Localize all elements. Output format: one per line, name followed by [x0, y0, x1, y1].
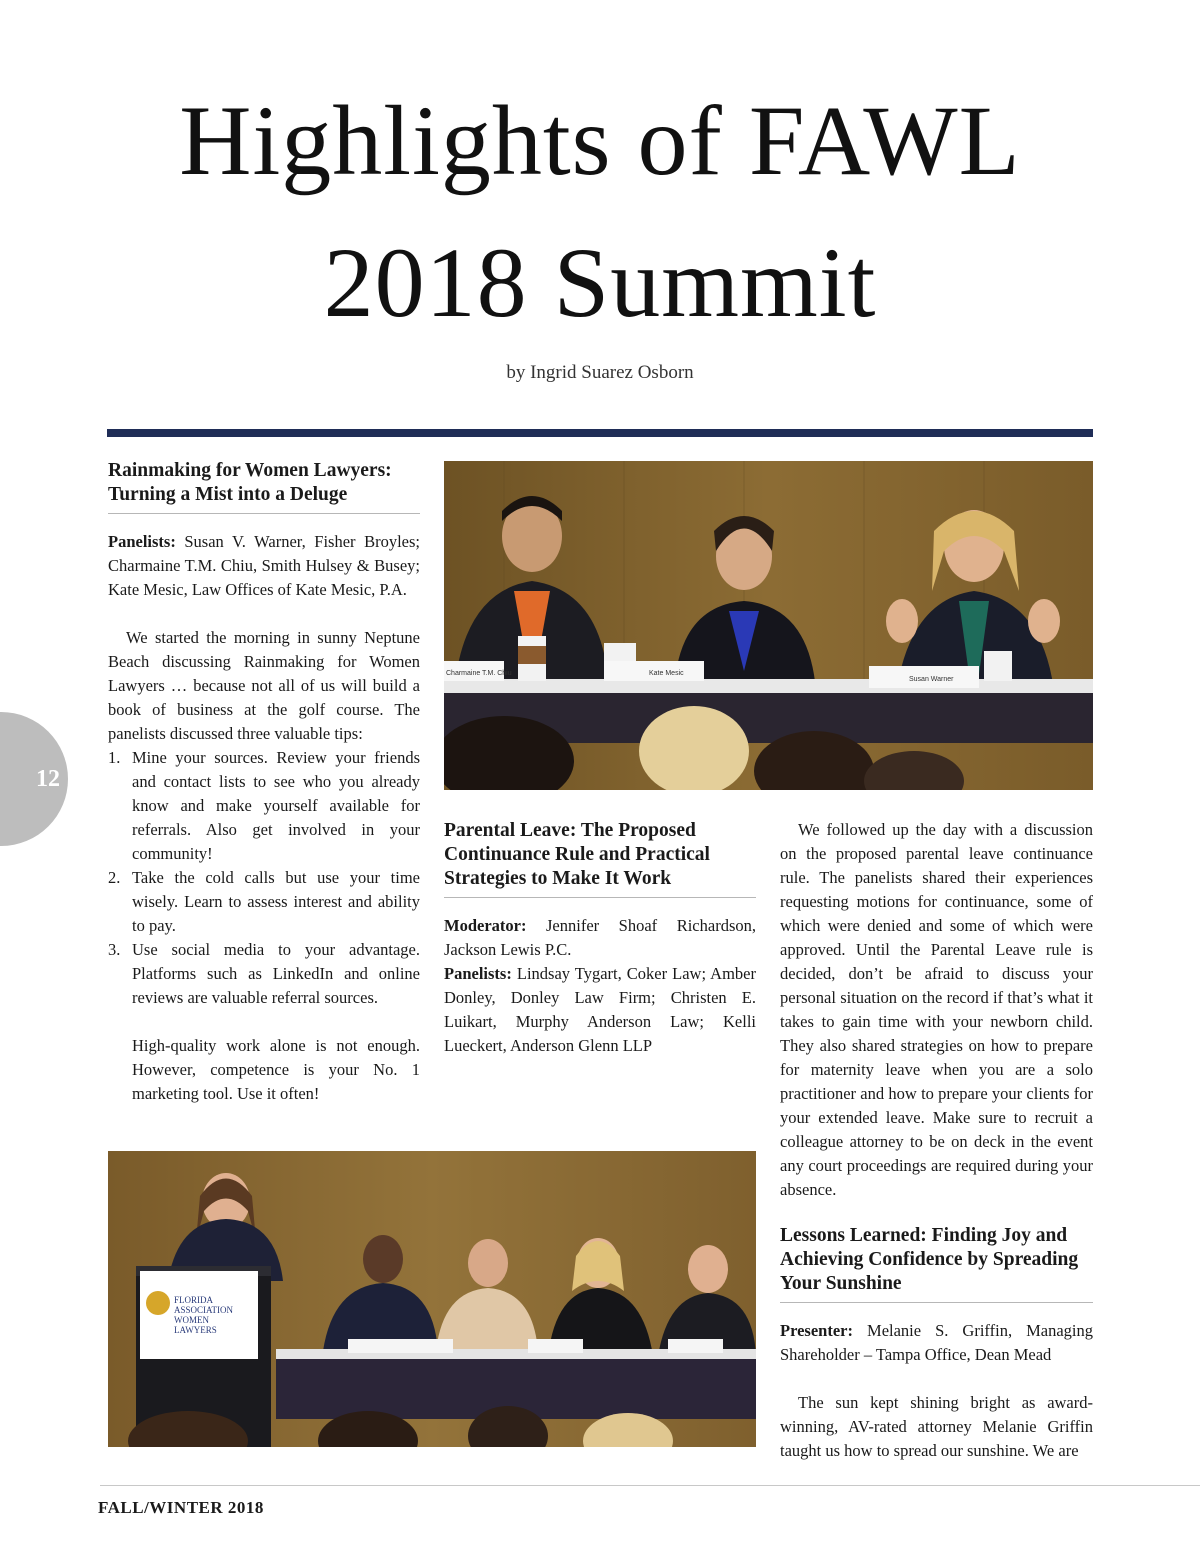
- panel-photo-illustration: [444, 461, 1093, 790]
- section-heading-lessons: Lessons Learned: Finding Joy and Achieving Confidence by Spreading Your Sunshine: [780, 1224, 1093, 1303]
- section-heading-parental-leave: Parental Leave: The Proposed Continuance Rule and Practical Strategies to Make It Work: [444, 819, 756, 898]
- panelists-paragraph-2: Panelists: Lindsay Tygart, Coker Law; Amber Donley, Donley Law Firm; Christen E. Luikart, Murphy Anderson Law; Kelli Lueckert, Anderson Glenn LLP: [444, 964, 756, 1055]
- section-heading-rainmaking: Rainmaking for Women Lawyers: Turning a Mist into a Deluge: [108, 459, 420, 514]
- footer-issue: FALL/WINTER 2018: [98, 1498, 264, 1517]
- podium-logo-text-2: ASSOCIATION: [174, 1305, 234, 1315]
- podium-logo-text-3: WOMEN: [174, 1315, 209, 1325]
- podium-logo-text-4: LAWYERS: [174, 1325, 217, 1335]
- tips-list: [108, 746, 420, 1010]
- svg-text:Charmaine T.M. Chiu: Charmaine T.M. Chiu: [446, 670, 512, 677]
- svg-text:Susan Warner: Susan Warner: [909, 676, 954, 683]
- presenter-paragraph: Presenter: Melanie S. Griffin, Managing Shareholder – Tampa Office, Dean Mead: [780, 1321, 1093, 1364]
- svg-text:Kate Mesic: Kate Mesic: [649, 670, 684, 677]
- byline: by Ingrid Suarez Osborn: [506, 362, 694, 383]
- podium-logo-text-1: FLORIDA: [174, 1295, 214, 1305]
- list-item: 3. Use social media to your advantage. Platforms such as LinkedIn and online reviews are valuable referral sources.: [108, 940, 420, 1007]
- page-title: [0, 70, 1200, 354]
- list-item: 2. Take the cold calls but use your time wisely. Learn to assess interest and ability to pay.: [108, 868, 420, 935]
- page-number-badge: [0, 712, 68, 846]
- closing-paragraph: High-quality work alone is not enough. However, competence is your No. 1 marketing tool. Use it often!: [132, 1036, 420, 1103]
- intro-paragraph: We started the morning in sunny Neptune Beach discussing Rainmaking for Women Lawyers … because not all of us will build a book of business at the golf course. The panelists discussed three valuable tips:: [108, 628, 420, 743]
- panelists-paragraph: Panelists: Susan V. Warner, Fisher Broyles; Charmaine T.M. Chiu, Smith Hulsey & Busey; Kate Mesic, Law Offices of Kate Mesic, P.A.: [108, 532, 420, 599]
- section-rainmaking: [108, 459, 420, 1106]
- column-right: [780, 818, 1093, 1463]
- lessons-body: The sun kept shining bright as award-winning, AV-rated attorney Melanie Griffin taught us how to spread our sunshine. We are: [780, 1393, 1093, 1460]
- footer-rule: [100, 1485, 1200, 1486]
- title-line-1: Highlights of FAWL: [179, 85, 1021, 196]
- section-parental-leave: [444, 819, 756, 1058]
- panel-photo-parental-leave: [108, 1151, 756, 1447]
- moderator-paragraph: Moderator: Jennifer Shoaf Richardson, Jackson Lewis P.C.: [444, 916, 756, 959]
- parental-leave-body: We followed up the day with a discussion on the proposed parental leave continuance rule. The panelists shared their experiences requesting motions for continuance, some of which were denied and some of which were approved. Until the Parental Leave rule is decided, don’t be afraid to discuss your personal situation on the record if that’s what it takes to gain time with your newborn child. They also shared strategies on how to prepare for maternity leave when you are a solo practitioner and how to prepare your clients for your extended leave. Make sure to recruit a colleague attorney to be on deck in the event any court proceedings are required during your absence.: [780, 820, 1093, 1199]
- header-rule: [107, 429, 1093, 437]
- list-item: 1. Mine your sources. Review your friends and contact lists to see who you already know and make yourself available for referrals. Also get involved in your community!: [108, 748, 420, 863]
- panel-photo-illustration-2: [108, 1151, 756, 1447]
- title-line-2: 2018 Summit: [323, 227, 877, 338]
- panel-photo-rainmaking: [444, 461, 1093, 790]
- page-number: 12: [36, 766, 60, 792]
